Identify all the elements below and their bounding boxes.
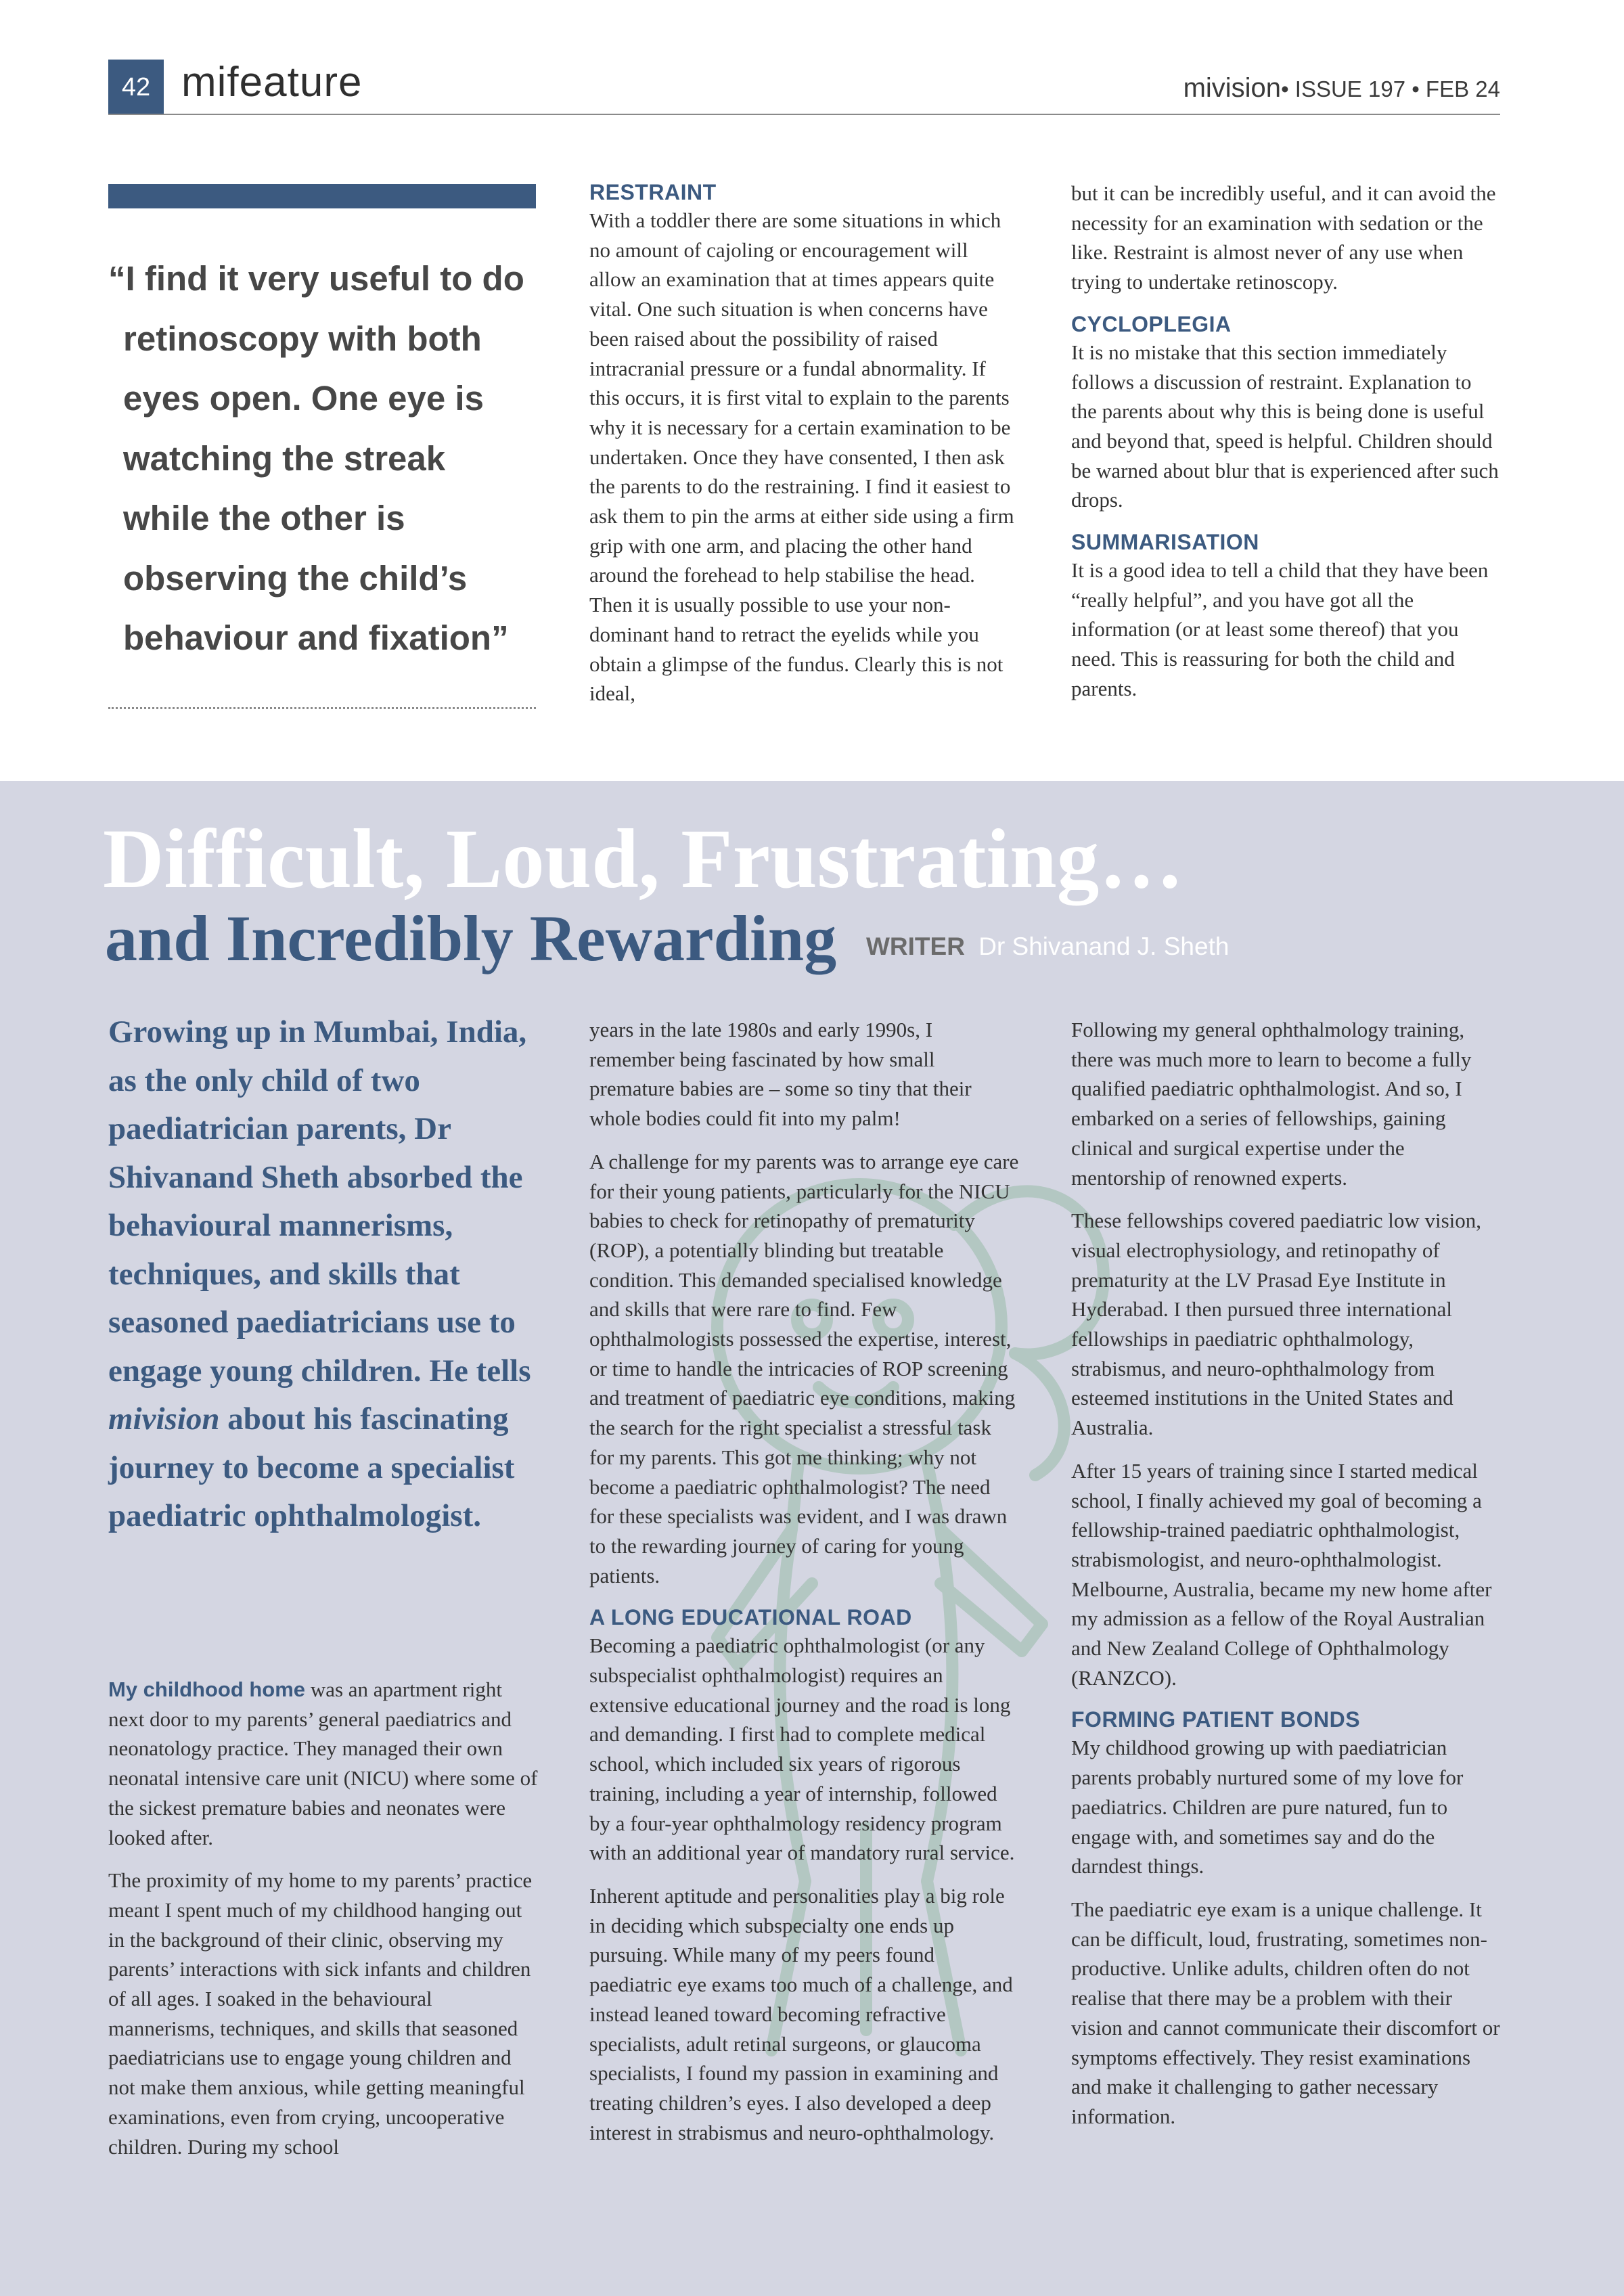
section-name: feature (227, 59, 363, 106)
restraint-text: With a toddler there are some situations in which no amount of cajoling or encouragement will allow an examination that at times appears quite vital. One such situation is when concerns have been raised about the possibility of raised intracranial pressure or a fundal abnormality. If this occurs, it is first vital to explain to the parents why it is necessary for a certain examination to be undertaken. Once they have consented, I then ask the parents to do the restraining. I find it easiest to ask them to pin the arms at either side using a firm grip with one arm, and placing the other hand around the forehead to help stabilise the head. Then it is usually possible to use your non-dominant hand to retract the eyelids while you obtain a glimpse of the fundus. Clearly this is not ideal, (589, 208, 1014, 706)
col3-paragraph-5: The paediatric eye exam is a unique challenge. It can be difficult, loud, frustrating, sometimes non-productive. Unlike adults, children often do not realise that there may be a problem with their vision and cannot communicate their discomfort or symptoms effectively. They resist examinations and make it challenging to gather necessary information. (1071, 1897, 1500, 2128)
section-title (181, 58, 362, 106)
pull-quote-bar (108, 184, 536, 208)
col2-paragraph-2: A challenge for my parents was to arrange eye care for their young patients, particularly for the NICU babies to check for retinopathy of prematurity (ROP), a potentially blinding but treatable condition. This demanded specialised knowledge and skills that were rare to find. Few ophthalmologists possessed the expertise, interest, or time to handle the intricacies of ROP screening and treatment of paediatric eye conditions, making the search for the right specialist a stressful task for my parents. This got me thinking; why not become a paediatric ophthalmologist? The need for these specialists was evident, and I was drawn to the rewarding journey of caring for young patients. (589, 1149, 1019, 1588)
right-top-column (1071, 179, 1502, 704)
summarisation-text: It is a good idea to tell a child that they have been “really helpful”, and you have got all the information (or at least some thereof) that you need. This is reassuring for both the child and parents. (1071, 558, 1489, 700)
issue-info: • ISSUE 197 • FEB 24 (1281, 76, 1500, 102)
issue-line (1183, 73, 1500, 104)
col3-paragraph-1: Following my general ophthalmology training, there was much more to learn to become a fully qualified paediatric ophthalmologist. And so, I embarked on a series of fellowships, gaining clinical and surgical expertise under the mentorship of renowned experts. (1071, 1018, 1472, 1190)
col2-paragraph-1: years in the late 1980s and early 1990s, I remember being fascinated by how small premature babies are – some so tiny that their whole bodies could fit into my palm! (589, 1018, 972, 1131)
standfirst-part-1: Growing up in Mumbai, India, as the only child of two paediatrician parents, Dr Shivanand Sheth absorbed the behavioural mannerisms, techniques, and skills that seasoned paediatricians use to engage young children. He tells (108, 1014, 531, 1389)
educational-road-heading: A LONG EDUCATIONAL ROAD (589, 1605, 912, 1630)
col1-paragraph-1-text: was an apartment right next door to my parents’ general paediatrics and neonatology practice. They managed their own neonatal intensive care unit (NICU) where some of the sickest premature babies and neonates were looked after. (108, 1678, 538, 1849)
summarisation-heading: SUMMARISATION (1071, 530, 1259, 555)
cycloplegia-heading: CYCLOPLEGIA (1071, 311, 1232, 336)
restraint-heading: RESTRAINT (589, 180, 717, 204)
byline-label: WRITER (866, 932, 965, 960)
feature-column-2 (589, 1015, 1020, 2147)
feature-column-3 (1071, 1015, 1502, 2132)
restraint-continued: but it can be incredibly useful, and it can avoid the necessity for an examination with sedation or the like. Restraint is almost never of any use when trying to undertake retinoscopy. (1071, 181, 1496, 294)
col3-paragraph-2: These fellowships covered paediatric low vision, visual electrophysiology, and retinopathy of prematurity at the LV Prasad Eye Institute in Hyderabad. I then pursued three international fellowships in paediatric ophthalmology, strabismus, and neuro-ophthalmology from esteemed institutions in the United States and Australia. (1071, 1209, 1482, 1440)
pull-quote: “I find it very useful to do retinoscopy with both eyes open. One eye is watching the streak while the other is observing the child’s behaviour and fixation” (108, 259, 524, 657)
patient-bonds-heading: FORMING PATIENT BONDS (1071, 1707, 1361, 1732)
standfirst-magazine-name: mivision (108, 1401, 220, 1437)
byline (866, 932, 1229, 961)
pull-quote-divider (108, 707, 536, 709)
byline-author: Dr Shivanand J. Sheth (978, 932, 1230, 960)
article-title-line-2: and Incredibly Rewarding (105, 902, 837, 974)
standfirst-part-2: about his fascinating journey to become a specialist paediatric ophthalmologist. (108, 1401, 515, 1533)
col1-paragraph-1 (108, 1675, 539, 1852)
col3-paragraph-4: My childhood growing up with paediatrician parents probably nurtured some of my love for paediatrics. Children are pure natured, fun to engage with, and sometimes say and do the darndest things. (1071, 1736, 1464, 1878)
col2-paragraph-4: Inherent aptitude and personalities play a big role in deciding which subspecialty one ends up pursuing. While many of my peers found paediatric eye exams too much of a challenge, and instead leaned toward becoming refractive specialists, adult retinal surgeons, or glaucoma specialists, I found my passion in examining and treating children’s eyes. I also developed a deep interest in strabismus and neuro-ophthalmology. (589, 1883, 1013, 2144)
lead-in: My childhood home (108, 1678, 306, 1701)
col3-paragraph-3: After 15 years of training since I started medical school, I finally achieved my goal of becoming a fellowship-trained paediatric ophthalmologist, strabismologist, and neuro-ophthalmologist. Melbourne, Australia, became my new home after my admission as a fellow of the Royal Australian and New Zealand College of Ophthalmology (RANZCO). (1071, 1458, 1492, 1690)
col2-paragraph-3: Becoming a paediatric ophthalmologist (or any subspecialist ophthalmologist) requires an extensive educational journey and the road is long and demanding. I first had to complete medical school, which included six years of rigorous training, including a year of internship, followed by a four-year ophthalmology residency program with an additional year of mandatory rural service. (589, 1634, 1015, 1865)
page-number: 42 (108, 60, 164, 115)
restraint-column (589, 179, 1020, 708)
header-rule (108, 114, 1500, 115)
col1-paragraph-2: The proximity of my home to my parents’ practice meant I spent much of my childhood hanging out in the background of their clinic, observing my parents’ interactions with sick infants and children of all ages. I soaked in the behavioural mannerisms, techniques, and skills that seasoned paediatricians use to engage young children and not make them anxious, while getting meaningful examinations, even from crying, uncooperative children. During my school (108, 1868, 533, 2159)
article-title-line-1: Difficult, Loud, Frustrating… (103, 813, 1184, 906)
section-prefix: mi (181, 59, 227, 106)
standfirst (108, 1008, 548, 1541)
feature-column-1 (108, 1675, 539, 2161)
magazine-name: mivision (1183, 73, 1282, 103)
cycloplegia-text: It is no mistake that this section immediately follows a discussion of restraint. Explanation to the parents about why this is being done is useful and beyond that, speed is helpful. Children should be warned about blur that is experienced after such drops. (1071, 340, 1499, 512)
